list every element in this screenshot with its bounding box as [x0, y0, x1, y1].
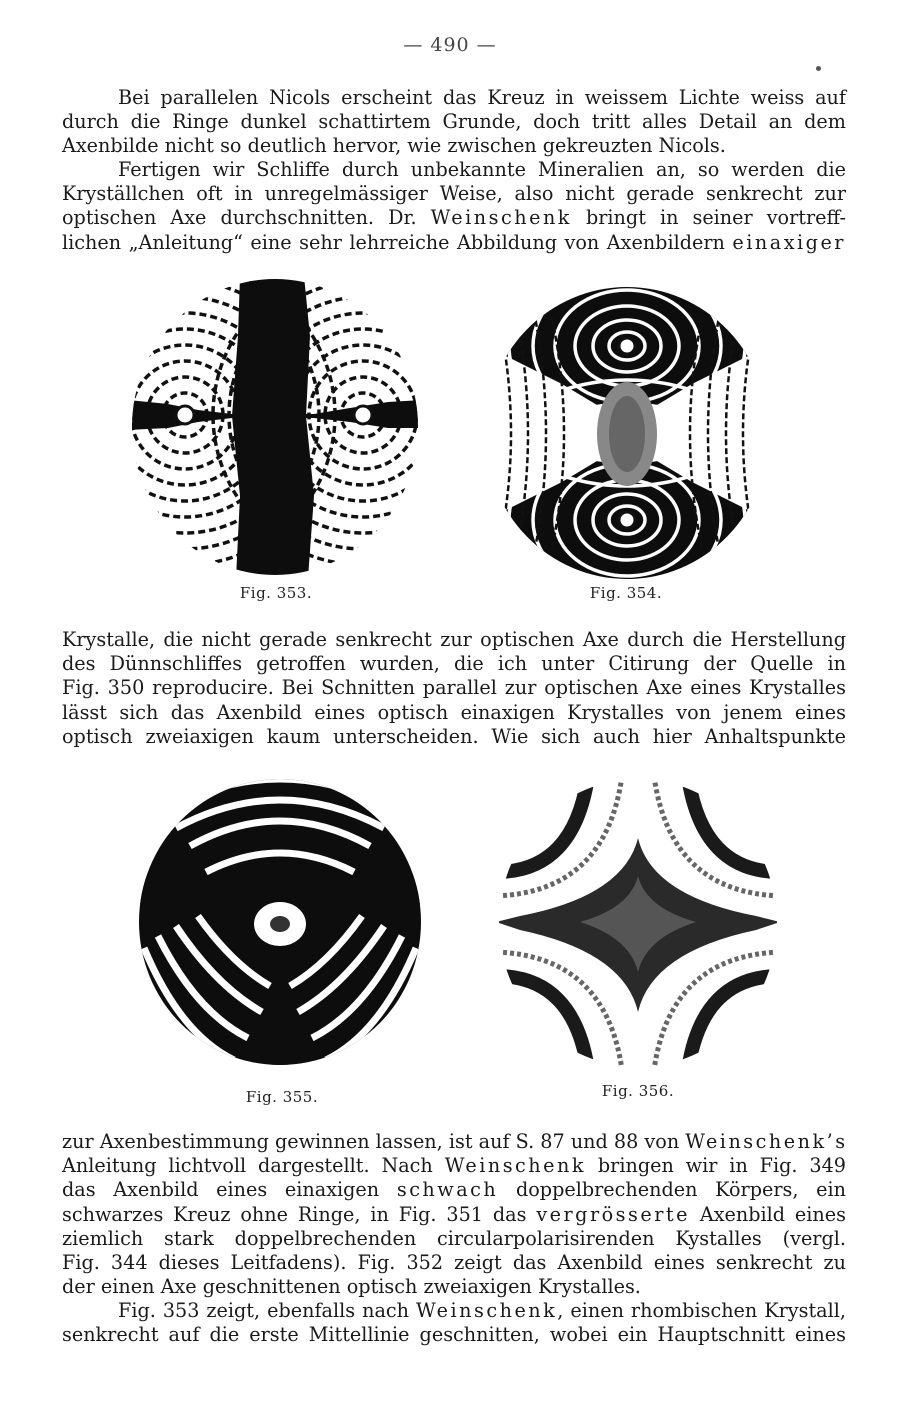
text-line: Anleitung lichtvoll dargestellt. Nach Weinschenk bringen wir in Fig. 349: [62, 1154, 847, 1178]
text-line: Axenbilde nicht so deutlich hervor, wie zwischen gekreuzten Nicols.: [62, 134, 726, 158]
text-line: Krystalle, die nicht gerade senkrecht zur optischen Axe durch die Herstellung: [62, 628, 846, 651]
author-name: Weinschenk: [430, 206, 572, 230]
figure-354-axial-image: [482, 284, 772, 582]
text-line: optischen Axe durchschnitten. Dr. Weinschenk bringt in seiner vortreff-: [62, 206, 846, 230]
text-line: zur Axenbestimmung gewinnen lassen, ist auf S. 87 und 88 von Weinschenk’s: [62, 1130, 848, 1153]
text-line: lichen „Anleitung“ eine sehr lehrreiche Abbildung von Axenbildern einaxiger: [62, 230, 846, 254]
text-line: optisch zweiaxigen kaum unterscheiden. Wie sich auch hier Anhaltspunkte: [62, 724, 846, 748]
text-line: senkrecht auf die erste Mittellinie geschnitten, wobei ein Hauptschnitt eines: [62, 1323, 846, 1347]
paragraph-weinschenk-guide: [62, 1130, 846, 1299]
page-number: — 490 —: [403, 34, 497, 56]
text-line: Kryställchen oft in unregelmässiger Weise, also nicht gerade senkrecht zur: [62, 182, 846, 206]
text-line: ziemlich stark doppelbrechenden circularpolarisirenden Kystalles (vergl.: [62, 1226, 846, 1250]
text-line: Fig. 344 dieses Leitfadens). Fig. 352 zeigt das Axenbild eines senkrecht zu: [62, 1251, 846, 1275]
paragraph-fig-353-description: [62, 1299, 846, 1347]
text-line: Fertigen wir Schliffe durch unbekannte Mineralien an, so werden die: [118, 158, 846, 181]
author-name: Weinschenk: [444, 1154, 586, 1178]
paragraph-parallel-nicols: [62, 86, 846, 159]
text-line: der einen Axe geschnittenen optisch zweiaxigen Krystalles.: [62, 1275, 641, 1299]
figure-355-axial-image: [136, 776, 424, 1068]
emphasis: einaxiger: [732, 230, 846, 254]
emphasis: vergrösserte: [536, 1202, 690, 1226]
emphasis: schwach: [396, 1178, 499, 1202]
author-name: Weinschenk’s: [685, 1130, 848, 1153]
text-line: des Dünnschliffes getroffen wurden, die ich unter Citirung der Quelle in: [62, 652, 846, 676]
caption-fig-355: Fig. 355.: [245, 1088, 319, 1106]
paragraph-unknown-minerals: [62, 158, 846, 255]
text-line: Fig. 350 reproducire. Bei Schnitten parallel zur optischen Axe eines Krystalles: [62, 676, 846, 700]
figure-356-axial-image: [496, 776, 780, 1070]
text-line: lässt sich das Axenbild eines optisch einaxigen Krystalles von jenem eines: [62, 700, 846, 724]
caption-fig-356: Fig. 356.: [601, 1082, 675, 1100]
caption-fig-354: Fig. 354.: [589, 584, 663, 602]
text-line: Fig. 353 zeigt, ebenfalls nach Weinschenk, einen rhombischen Krystall,: [118, 1299, 846, 1322]
printing-speck: [816, 66, 821, 71]
figure-353-axial-image: [128, 276, 422, 578]
text-line: durch die Ringe dunkel schattirtem Grunde, doch tritt alles Detail an dem: [62, 110, 846, 134]
paragraph-oblique-sections: [62, 628, 846, 749]
text-line: schwarzes Kreuz ohne Ringe, in Fig. 351 das vergrösserte Axenbild eines: [62, 1202, 846, 1226]
text-line: Bei parallelen Nicols erscheint das Kreuz in weissem Lichte weiss auf: [118, 86, 846, 109]
caption-fig-353: Fig. 353.: [239, 584, 313, 602]
text-line: das Axenbild eines einaxigen schwach doppelbrechenden Körpers, ein: [62, 1178, 846, 1202]
author-name: Weinschenk: [415, 1299, 558, 1322]
